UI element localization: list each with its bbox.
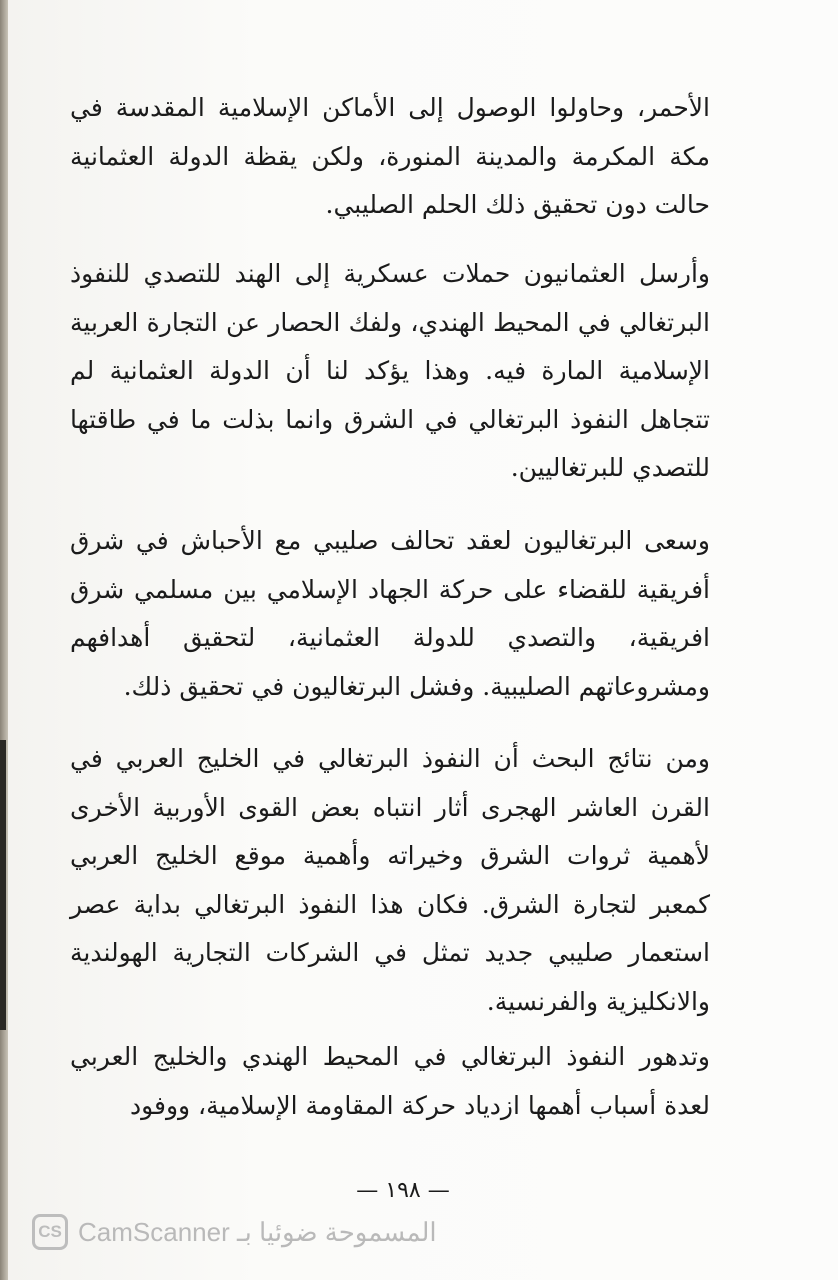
paragraph-4: ومن نتائج البحث أن النفوذ البرتغالي في الخليج العربي في القرن العاشر الهجرى أثار انتباه بعض القوى الأوربية الأخرى لأهمية ثروات الشرق وخيراته وأهمية موقع الخليج العربي كمعبر لتجارة الشرق. فكان هذا النفوذ البرتغالي بداية عصر استعمار صليبي جديد تمثل في الشركات التجارية الهولندية والانكليزية والفرنسية. bbox=[70, 744, 710, 1016]
paragraph-5: وتدهور النفوذ البرتغالي في المحيط الهندي والخليج العربي لعدة أسباب أهمها ازدياد حركة المقاومة الإسلامية، ووفود bbox=[70, 1042, 710, 1120]
page-number: — ١٩٨ — bbox=[356, 1178, 450, 1203]
camscanner-watermark bbox=[32, 1210, 437, 1254]
book-binding-shadow bbox=[0, 740, 6, 1030]
book-page bbox=[8, 0, 838, 1280]
book-spine-edge bbox=[0, 0, 8, 1280]
camscanner-logo-icon: CS bbox=[32, 1214, 68, 1250]
paragraph-1: الأحمر، وحاولوا الوصول إلى الأماكن الإسلامية المقدسة في مكة المكرمة والمدينة المنورة، ولكن يقظة الدولة العثمانية حالت دون تحقيق ذلك الحلم الصليبي. bbox=[70, 93, 710, 219]
paragraph-2: وأرسل العثمانيون حملات عسكرية إلى الهند للتصدي للنفوذ البرتغالي في المحيط الهندي، ولفك الحصار عن التجارة العربية الإسلامية المارة فيه. وهذا يؤكد لنا أن الدولة العثمانية لم تتجاهل النفوذ البرتغالي في الشرق وانما بذلت ما في طاقتها للتصدي للبرتغاليين. bbox=[70, 259, 710, 482]
camscanner-watermark-text: CamScanner المسموحة ضوئيا بـ bbox=[78, 1216, 437, 1247]
paragraph-3: وسعى البرتغاليون لعقد تحالف صليبي مع الأحباش في شرق أفريقية للقضاء على حركة الجهاد الإسلامي بين مسلمي شرق افريقية، والتصدي للدولة العثمانية، لتحقيق أهدافهم ومشروعاتهم الصليبية. وفشل البرتغاليون في تحقيق ذلك. bbox=[70, 526, 710, 701]
